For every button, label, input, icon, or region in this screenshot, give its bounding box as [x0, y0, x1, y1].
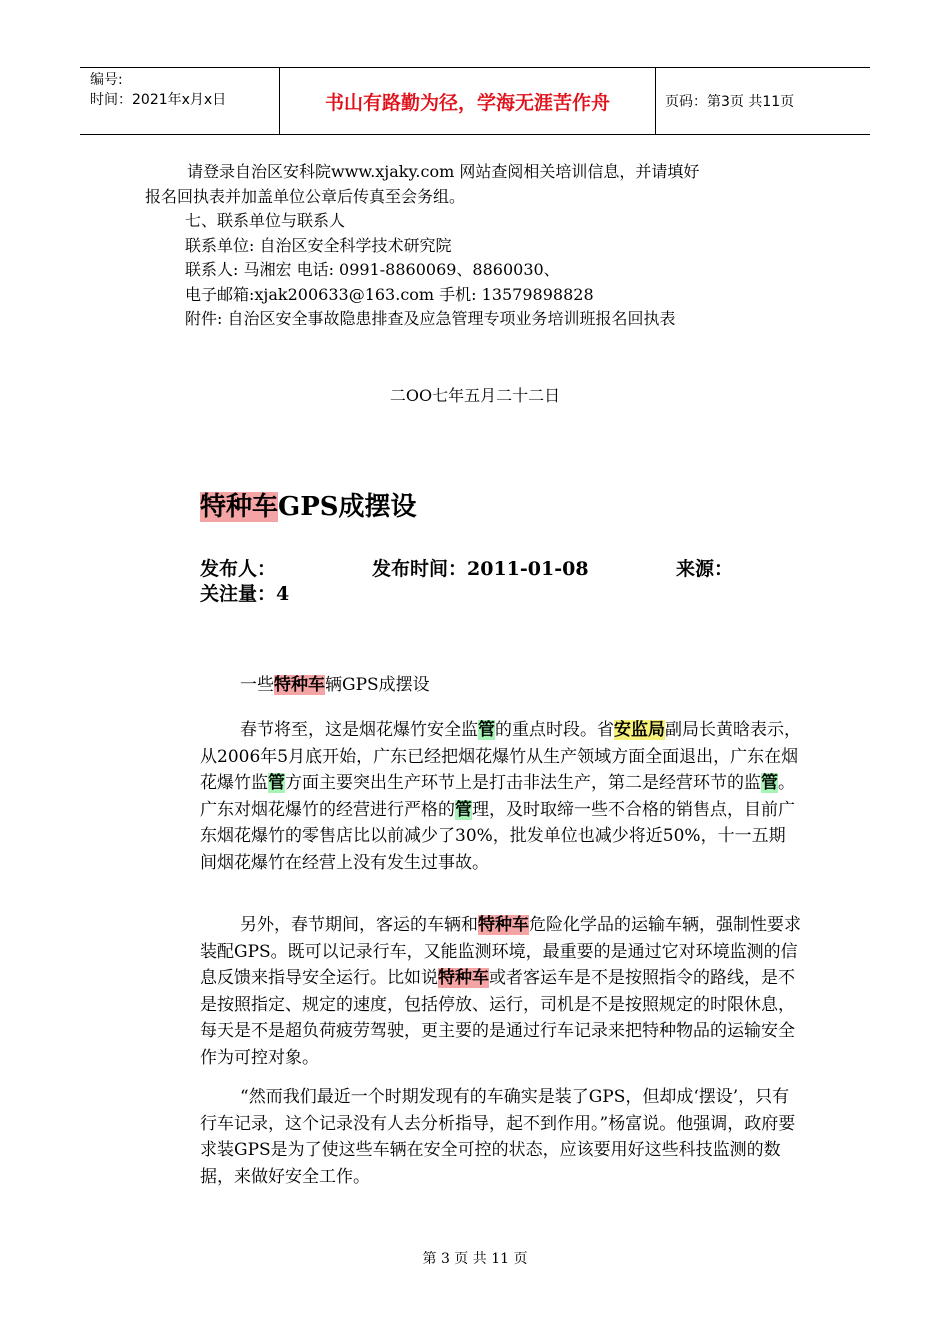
article-publisher: 发布人：: [200, 558, 277, 580]
article-publish-time: 发布时间：2011-01-08: [372, 558, 589, 580]
header-meta: [80, 68, 280, 134]
keyword-highlight: 管: [268, 773, 285, 793]
keyword-highlight: 特种车: [478, 915, 529, 935]
keyword-highlight: 管: [761, 773, 778, 793]
paragraph-0: 一些特种车辆GPS成摆设: [240, 675, 430, 695]
paragraph-1: 春节将至，这是烟花爆竹安全监管的重点时段。省安监局副局长黄晗表示，从2006年5月底开始，广东已经把烟花爆竹从生产领域方面全面退出，广东在烟花爆竹监管方面主要突出生产环节上是打击非法生产，第二是经营环节的监管。广东对烟花爆竹的经营进行严格的管理，及时取缔一些不合格的销售点，目前广东烟花爆竹的零售店比以前减少了30%，批发单位也减少将近50%，十一五期间烟花爆竹在经营上没有发生过事故。: [200, 720, 801, 873]
article-source: 来源：: [676, 558, 734, 580]
keyword-highlight: 特种车: [438, 968, 489, 988]
time-label: 时间：2021年x月x日: [90, 92, 227, 108]
number-label: 编号:: [90, 72, 123, 88]
keyword-highlight: 特种车: [274, 675, 325, 695]
contact-person: 联系人: 马湘宏 电话: 0991-8860069、8860030、: [185, 260, 560, 279]
page-footer: 第 3 页 共 11 页: [422, 1251, 528, 1267]
paragraph-2: 另外，春节期间，客运的车辆和特种车危险化学品的运输车辆，强制性要求装配GPS。既可以记录行车，又能监测环境，最重要的是通过它对环境监测的信息反馈来指导安全运行。比如说特种车或者客运车是不是按照指令的路线，是不是按照指定、规定的速度，包括停放、运行，司机是不是按照规定的时限休息，每天是不是超负荷疲劳驾驶，更主要的是通过行车记录来把特种物品的运输安全作为可控对象。: [200, 915, 801, 1068]
top-line-1: 请登录自治区安科院www.xjaky.com 网站查阅相关培训信息，并请填好: [187, 162, 700, 181]
page-header: [80, 67, 870, 135]
document-date: 二OO七年五月二十二日: [389, 386, 561, 405]
keyword-highlight: 管: [455, 799, 472, 820]
title-highlight: 特种车: [200, 492, 279, 522]
attachment: 附件: 自治区安全事故隐患排查及应急管理专项业务培训班报名回执表: [185, 309, 676, 328]
article-views: 关注量：4: [200, 583, 290, 605]
contact-unit: 联系单位: 自治区安全科学技术研究院: [185, 236, 452, 255]
article-title: [200, 486, 417, 523]
keyword-highlight: 安监局: [614, 720, 665, 740]
keyword-highlight: 管: [478, 720, 495, 740]
paragraph-3: “然而我们最近一个时期发现有的车确实是装了GPS，但却成‘摆设’，只有行车记录，这个记录没有人去分析指导，起不到作用。”杨富说。他强调，政府要求装GPS是为了使这些车辆在安全可控的状态，应该要用好这些科技监测的数据，来做好安全工作。: [200, 1087, 796, 1187]
contact-email: 电子邮箱:xjak200633@163.com 手机: 13579898828: [185, 285, 594, 304]
title-rest: GPS成摆设: [278, 492, 417, 522]
top-line-2: 报名回执表并加盖单位公章后传真至会务组。: [145, 187, 466, 206]
top-line-3: 七、联系单位与联系人: [185, 211, 346, 230]
header-page-info: 页码：第3页 共11页: [665, 94, 795, 110]
header-motto: 书山有路勤为径，学海无涯苦作舟: [280, 68, 656, 134]
